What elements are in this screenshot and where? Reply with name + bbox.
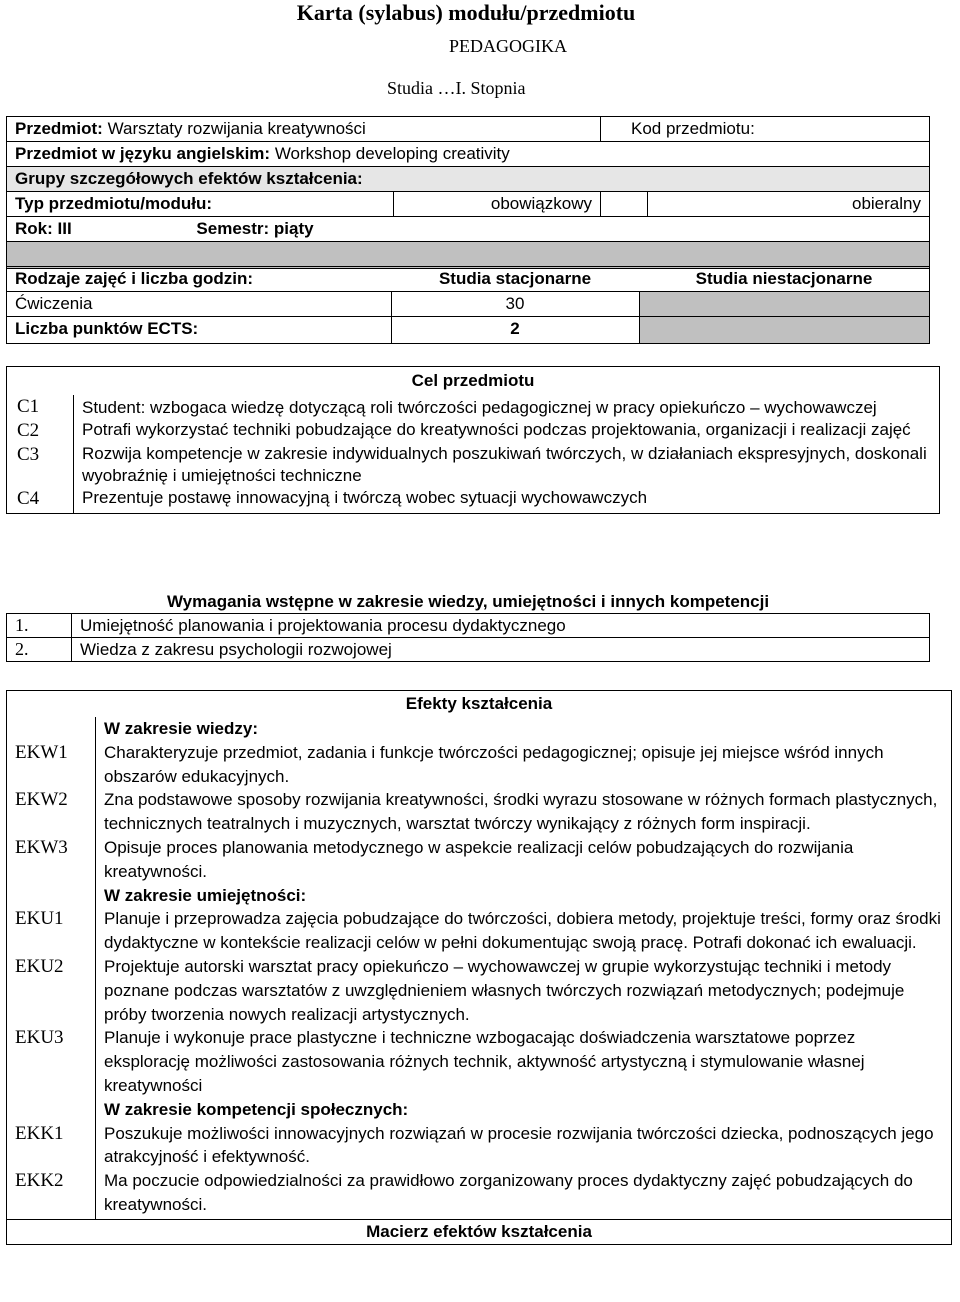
subject-cell xyxy=(7,117,601,142)
type-label: Typ przedmiotu/modułu: xyxy=(7,192,394,217)
effects-table xyxy=(6,690,952,1245)
effect-text: Zna podstawowe sposoby rozwijania kreatywności, środki wyrazu stosowane w różnych formach plastycznych, technicznych teatralnych i muzycznych, warsztat twórczy wynikający z różnych form inspiracji. xyxy=(104,790,938,834)
hours-ects-value: 2 xyxy=(391,317,639,344)
effect-code: EKU2 xyxy=(7,955,96,1026)
effect-code: EKW3 xyxy=(7,836,96,884)
code-label: Kod przedmiotu: xyxy=(631,119,755,138)
subject-label: Przedmiot: xyxy=(15,119,103,138)
goal-code: C2 xyxy=(7,419,74,443)
goal-text: Potrafi wykorzystać techniki pobudzające do kreatywności podczas projektowania, organizacji i realizacji zajęć xyxy=(82,420,911,439)
effects-title: Efekty kształcenia xyxy=(405,694,553,713)
effect-row xyxy=(7,788,952,836)
requirement-text: Wiedza z zakresu psychologii rozwojowej xyxy=(72,638,930,662)
requirements-title: Wymagania wstępne w zakresie wiedzy, umiejętności i innych kompetencji xyxy=(7,590,930,614)
goal-text: Prezentuje postawę innowacyjną i twórczą wobec sytuacji wychowawczych xyxy=(82,488,648,507)
effect-row xyxy=(7,836,952,884)
goals-table xyxy=(6,366,940,514)
faculty-name: PEDAGOGIKA xyxy=(449,36,567,56)
effect-row xyxy=(7,955,952,1026)
social-heading: W zakresie kompetencji społecznych: xyxy=(104,1099,409,1119)
effect-code: EKU1 xyxy=(7,907,96,955)
requirement-text: Umiejętność planowania i projektowania procesu dydaktycznego xyxy=(72,614,930,638)
goal-code: C4 xyxy=(7,487,74,514)
effect-row xyxy=(7,1026,952,1097)
hours-exercises-value: 30 xyxy=(391,292,639,317)
effect-row xyxy=(7,907,952,955)
subject-en-value: Workshop developing creativity xyxy=(274,144,510,163)
type-optional: obieralny xyxy=(648,192,930,217)
requirement-row xyxy=(7,614,930,638)
effect-text: Planuje i przeprowadza zajęcia pobudzające do twórczości, dobiera metody, projektuje treści, formy oraz środki dydaktyczne w kontekście realizacji celów w pełni dokumentując swoją pracę. Potrafi dokonać ich ewaluacji. xyxy=(104,909,941,953)
effect-code: EKK1 xyxy=(7,1122,96,1170)
skills-heading: W zakresie umiejętności: xyxy=(104,885,307,905)
matrix-title: Macierz efektów kształcenia xyxy=(7,1219,952,1244)
study-level: Studia …I. Stopnia xyxy=(387,78,526,98)
effect-text: Opisuje proces planowania metodycznego w aspekcie realizacji celów pobudzających do rozwijania kreatywności. xyxy=(104,837,854,881)
hours-table xyxy=(6,266,930,344)
page-title: Karta (sylabus) modułu/przedmiotu xyxy=(296,0,636,25)
semester-label: Semestr: piąty xyxy=(196,219,314,238)
goal-code: C3 xyxy=(7,443,74,487)
hours-row-ects: Liczba punktów ECTS: xyxy=(7,317,392,344)
goal-row xyxy=(7,443,940,487)
year-filler xyxy=(7,242,930,269)
effect-text: Ma poczucie odpowiedzialności za prawidłowo zorganizowany proces dydaktyczny zajęć pobudzających do kreatywności. xyxy=(104,1171,913,1214)
effect-row xyxy=(7,1122,952,1170)
goal-row xyxy=(7,487,940,514)
hours-header-part: Studia niestacjonarne xyxy=(639,267,930,292)
effect-row xyxy=(7,741,952,789)
subject-en-label: Przedmiot w języku angielskim: xyxy=(15,144,271,163)
effect-text: Poszukuje możliwości innowacyjnych rozwiązań w procesie rozwijania twórczości dziecka, podnoszących jego atrakcyjność i efektywność. xyxy=(104,1123,934,1167)
hours-row-exercises: Ćwiczenia xyxy=(7,292,392,317)
year-label: Rok: III xyxy=(15,219,72,238)
hours-header-type: Rodzaje zajęć i liczba godzin: xyxy=(7,267,392,292)
effect-text: Charakteryzuje przedmiot, zadania i funkcje twórczości pedagogicznej; opisuje jej miejsce wśród innych obszarów edukacyjnych. xyxy=(104,742,884,786)
type-mandatory: obowiązkowy xyxy=(394,192,601,217)
code-cell xyxy=(601,117,930,142)
goal-text: Student: wzbogaca wiedzę dotyczącą roli twórczości pedagogicznej w pracy opiekuńczo – wychowawczej xyxy=(82,398,877,417)
goals-title: Cel przedmiotu xyxy=(411,371,535,390)
hours-header-full: Studia stacjonarne xyxy=(391,267,639,292)
requirements-table xyxy=(6,590,930,662)
requirement-num: 2. xyxy=(7,638,72,662)
year-semester-cell xyxy=(7,217,930,242)
effect-code: EKU3 xyxy=(7,1026,96,1097)
effect-code: EKK2 xyxy=(7,1169,96,1219)
goal-code: C1 xyxy=(7,395,74,419)
groups-label: Grupy szczegółowych efektów kształcenia: xyxy=(7,167,930,192)
effect-row xyxy=(7,1169,952,1219)
requirement-row xyxy=(7,638,930,662)
effect-text: Projektuje autorski warsztat pracy opiekuńczo – wychowawczej w grupie wykorzystując techniki i metody poznane podczas warsztatów z uwzględnieniem własnych twórczych rozwiązań metodycznych; podejmuje próby tworzenia nowych realizacji artystycznych. xyxy=(104,956,905,1024)
goal-row xyxy=(7,419,940,443)
effect-code: EKW2 xyxy=(7,788,96,836)
requirement-num: 1. xyxy=(7,614,72,638)
goal-text: Rozwija kompetencje w zakresie indywidualnych poszukiwań twórczych, w działaniach ekspresyjnych, doskonali wyobraźnię i umiejętności techniczne xyxy=(82,444,927,485)
effect-code: EKW1 xyxy=(7,741,96,789)
subject-info-table xyxy=(6,116,930,269)
knowledge-heading: W zakresie wiedzy: xyxy=(104,719,259,738)
goal-row xyxy=(7,395,940,419)
subject-value: Warsztaty rozwijania kreatywności xyxy=(107,119,366,138)
subject-en-cell xyxy=(7,142,930,167)
effect-text: Planuje i wykonuje prace plastyczne i techniczne wzbogacając doświadczenia warsztatowe poprzez eksplorację możliwości zastosowania różnych technik, aktywność artystyczną i stymulowanie własnej kreatywności xyxy=(104,1028,865,1095)
